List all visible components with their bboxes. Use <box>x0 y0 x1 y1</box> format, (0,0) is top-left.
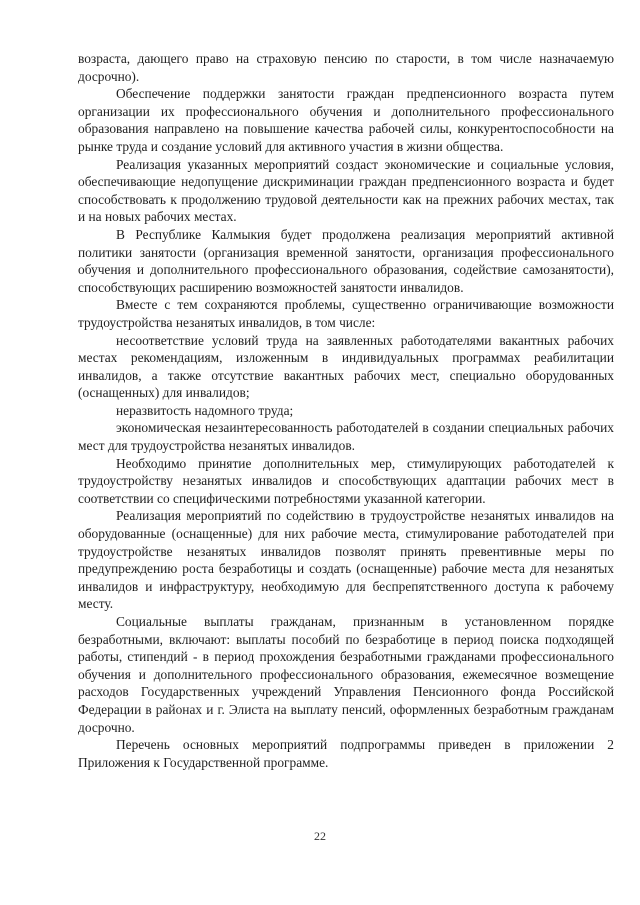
paragraph-employment-assistance: Реализация мероприятий по содействию в трудоустройстве незанятых инвалидов на оборудованные (оснащенные) для них рабочие места, стимулирование работодателей при трудоустройстве незанятых инвалидов позволят принять превентивные меры по предупреждению роста безработицы и создать (оснащенные) рабочие места для незанятых инвалидов и инфраструктуру, необходимую для беспрепятственного доступа к рабочему месту. <box>78 508 614 612</box>
list-item-home-work: неразвитость надомного труда; <box>116 402 294 418</box>
paragraph-additional-measures: Необходимо принятие дополнительных мер, стимулирующих работодателей к трудоустройству незанятых инвалидов и способствующих адаптации рабочих мест в соответствии со специфическими потребностями указанной категории. <box>78 455 614 506</box>
list-item-working-conditions: несоответствие условий труда на заявленных работодателями вакантных рабочих местах рекомендациям, изложенным в индивидуальных программах реабилитации инвалидов, а также отсутствие вакантных рабочих мест, специально оборудованных (оснащенных) для инвалидов; <box>78 332 614 401</box>
paragraph-social-payments: Социальные выплаты гражданам, признанным в установленном порядке безработными, включают: выплаты пособий по безработице в период поиска подходящей работы, стипендий - в период прохождения безработными гражданами профессионального обучения и дополнительного профессионального образования, ежемесячное возмещение расходов Государственных учреждений Управления Пенсионного фонда Российской Федерации в районах и г. Элиста на выплату пенсий, оформленных безработным гражданам досрочно. <box>78 614 614 735</box>
document-body <box>78 50 614 771</box>
page-number: 22 <box>314 829 326 843</box>
paragraph-preretirement-support: Обеспечение поддержки занятости граждан предпенсионного возраста путем организации их профессионального обучения и дополнительного профессионального образования направлено на повышение качества рабочей силы, конкурентоспособности на рынке труда и создание условий для активного участия в жизни общества. <box>78 86 614 154</box>
paragraph-pension-age: возраста, дающего право на страховую пенсию по старости, в том числе назначаемую досрочно). <box>78 51 614 84</box>
list-item-employer-disinterest: экономическая незаинтересованность работодателей в создании специальных рабочих мест для трудоустройства незанятых инвалидов. <box>78 420 614 454</box>
paragraph-measures-conditions: Реализация указанных мероприятий создаст экономические и социальные условия, обеспечивающие недопущение дискриминации граждан предпенсионного возраста и будет способствовать к продолжению трудовой деятельности как на прежних рабочих местах, так и на новых рабочих местах. <box>78 156 614 225</box>
paragraph-problems-intro: Вместе с тем сохраняются проблемы, существенно ограничивающие возможности трудоустройства незанятых инвалидов, в том числе: <box>78 297 614 330</box>
paragraph-kalmykia-policy: В Республике Калмыкия будет продолжена реализация мероприятий активной политики занятости (организация временной занятости, организация профессионального обучения и дополнительного профессионального образования, содействие самозанятости), способствующих расширению возможностей занятости инвалидов. <box>78 226 614 295</box>
paragraph-measures-list: Перечень основных мероприятий подпрограммы приведен в приложении 2 Приложения к Государственной программе. <box>78 737 614 770</box>
